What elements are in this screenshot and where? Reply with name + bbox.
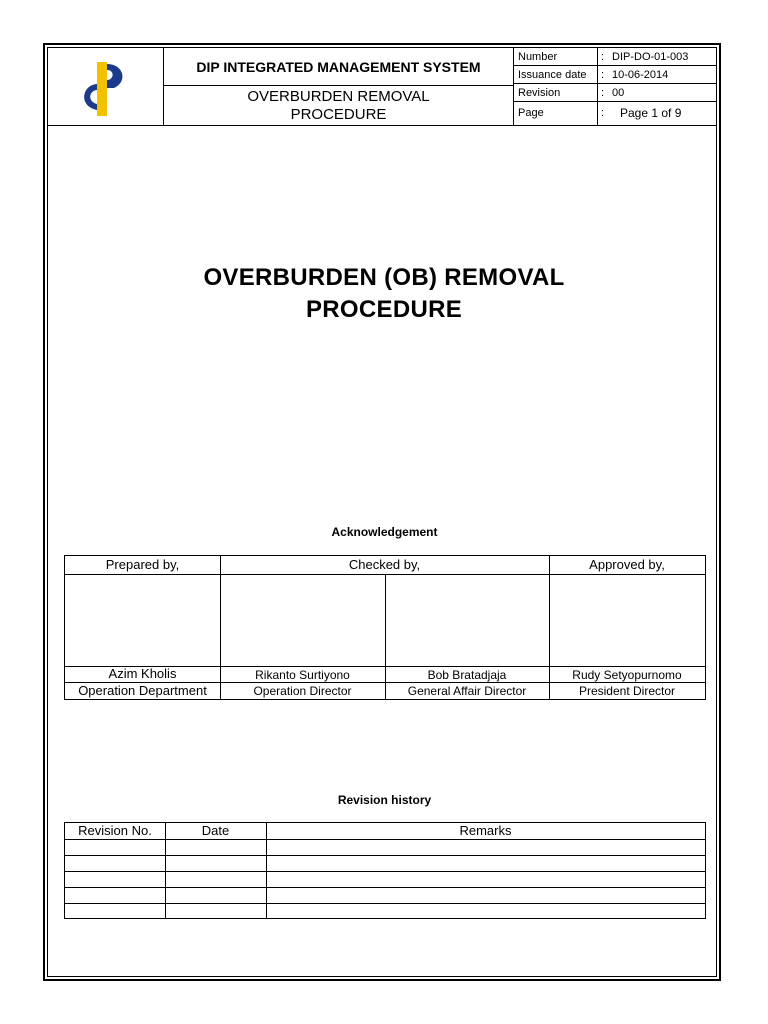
column-header-approved: Approved by, (589, 557, 665, 572)
procedure-title-line1: OVERBURDEN REMOVAL (247, 88, 430, 105)
meta-value-issuance-date: 10-06-2014 (612, 69, 669, 81)
meta-label: Number (514, 48, 598, 65)
signatory-role: Operation Department (78, 683, 207, 698)
table-rule (65, 839, 705, 840)
signatory-role: Operation Director (253, 684, 352, 698)
acknowledgement-table (64, 555, 706, 700)
signatory-role: President Director (578, 684, 676, 698)
signatory-name: Bob Bratadjaja (427, 668, 507, 682)
signature-box (220, 575, 385, 666)
column-header-prepared: Prepared by, (105, 557, 180, 572)
signature-box (65, 575, 220, 666)
procedure-title-line2: PROCEDURE (290, 106, 387, 123)
meta-value-page: Page 1 of 9 (620, 106, 682, 120)
document-meta (514, 48, 716, 125)
meta-colon: : (601, 69, 605, 81)
meta-row-number (514, 48, 716, 66)
system-title: DIP INTEGRATED MANAGEMENT SYSTEM (164, 48, 513, 86)
document-title-line1: OVERBURDEN (OB) REMOVAL (203, 264, 565, 291)
column-header-revision-no: Revision No. (78, 823, 152, 838)
signatory-name: Rikanto Surtiyono (255, 668, 350, 682)
revision-history-heading: Revision history (337, 793, 432, 807)
title-cell (164, 48, 514, 125)
meta-row-page (514, 102, 716, 125)
table-rule (65, 871, 705, 872)
dip-logo-icon (76, 58, 136, 118)
meta-value-number: DIP-DO-01-003 (612, 51, 689, 63)
meta-label: Issuance date (514, 66, 598, 83)
revision-history-table (64, 822, 706, 919)
column-header-date: Date (201, 823, 230, 838)
procedure-title (164, 86, 513, 125)
logo-cell (48, 48, 164, 125)
meta-colon: : (601, 51, 605, 63)
signature-box (549, 575, 705, 666)
meta-colon: : (601, 107, 605, 119)
meta-label: Revision (514, 84, 598, 101)
document-title-line2: PROCEDURE (305, 296, 463, 323)
meta-value-revision: 00 (612, 87, 625, 99)
document-header (48, 48, 716, 126)
meta-row-revision (514, 84, 716, 102)
meta-label: Page (514, 102, 598, 125)
table-rule (65, 887, 705, 888)
document-title (100, 262, 668, 326)
acknowledgement-heading: Acknowledgement (331, 525, 438, 539)
signatory-role: General Affair Director (407, 684, 527, 698)
signatory-name: Azim Kholis (108, 666, 177, 681)
signature-box (385, 575, 549, 666)
column-header-remarks: Remarks (459, 823, 512, 838)
signatory-name: Rudy Setyopurnomo (572, 668, 682, 682)
table-rule (65, 903, 705, 904)
table-rule (65, 855, 705, 856)
meta-colon: : (601, 87, 605, 99)
meta-row-issuance-date (514, 66, 716, 84)
column-header-checked: Checked by, (348, 557, 421, 572)
